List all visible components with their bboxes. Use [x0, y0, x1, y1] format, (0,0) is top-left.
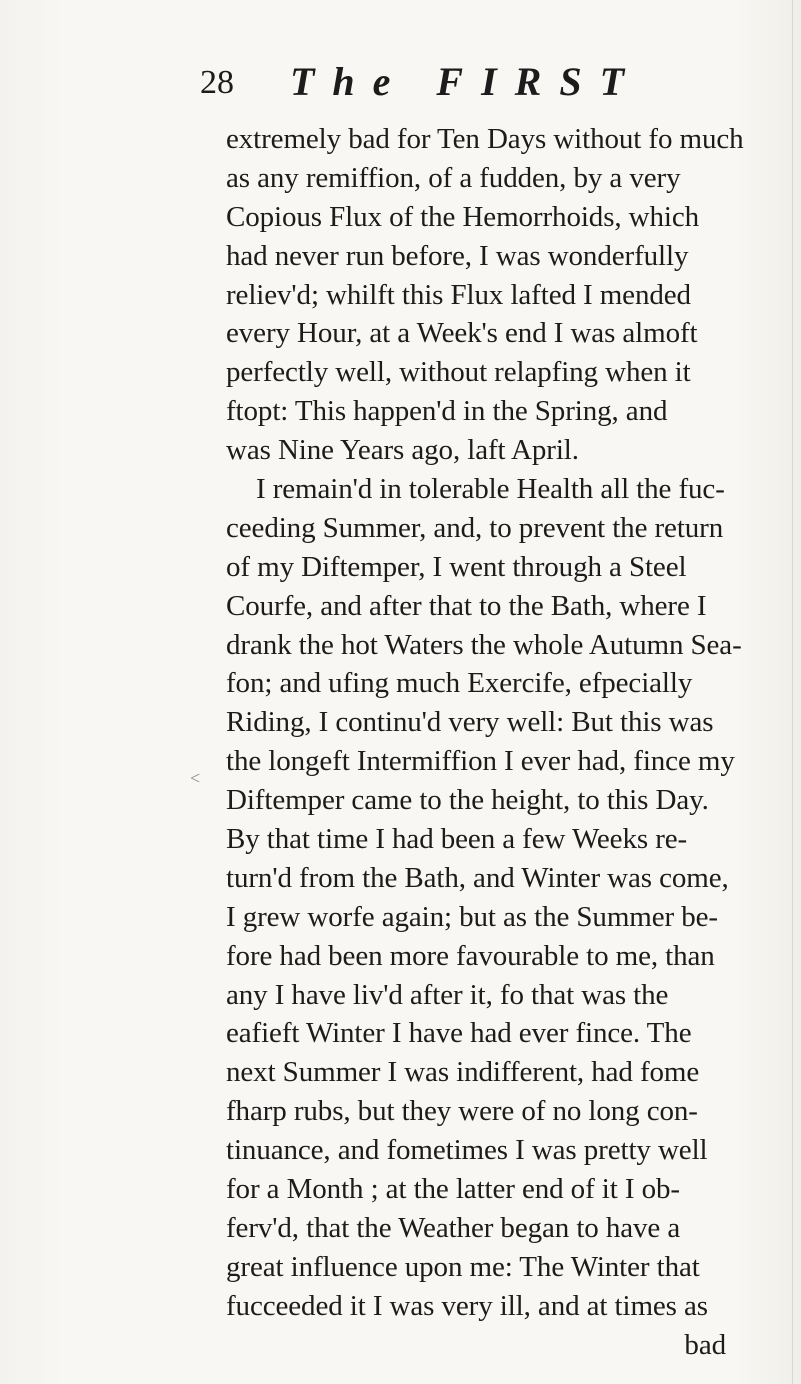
text-line: any I have liv'd after it, fo that was the	[226, 978, 669, 1011]
text-line: Diftemper came to the height, to this Day.	[226, 784, 709, 817]
text-line: was Nine Years ago, laft April.	[226, 434, 579, 467]
text-line: fon; and ufing much Exercife, efpecially	[226, 667, 693, 700]
text-line: perfectly well, without relapfing when it	[226, 356, 691, 389]
text-line: I remain'd in tolerable Health all the fuc-	[256, 473, 725, 506]
text-line: Copious Flux of the Hemorrhoids, which	[226, 200, 700, 233]
text-line: fharp rubs, but they were of no long con-	[226, 1095, 698, 1128]
text-line: fore had been more favourable to me, than	[226, 939, 715, 972]
text-line: extremely bad for Ten Days without fo much	[226, 123, 744, 155]
text-line: By that time I had been a few Weeks re-	[226, 823, 688, 856]
text-line: ceeding Summer, and, to prevent the return	[226, 511, 724, 544]
text-line: Riding, I continu'd very well: But this was	[226, 706, 714, 739]
page-edge	[792, 0, 793, 1384]
margin-mark: <	[190, 768, 201, 788]
text-line: of my Diftemper, I went through a Steel	[226, 550, 687, 583]
text-line: ftopt: This happen'd in the Spring, and	[226, 395, 668, 428]
text-line: Courfe, and after that to the Bath, where I	[226, 589, 707, 622]
text-line: fucceeded it I was very ill, and at times as	[226, 1289, 708, 1322]
text-line: had never run before, I was wonderfully	[226, 239, 689, 272]
catchword: bad	[684, 1328, 726, 1361]
running-title: The FIRST	[290, 59, 643, 104]
text-line: drank the hot Waters the whole Autumn Sea-	[226, 628, 742, 661]
text-line: tinuance, and fometimes I was pretty well	[226, 1134, 708, 1167]
text-line: next Summer I was indifferent, had fome	[226, 1056, 700, 1089]
text-line: I grew worfe again; but as the Summer be-	[226, 900, 718, 933]
page-header	[200, 58, 643, 108]
text-line: ferv'd, that the Weather began to have a	[226, 1211, 681, 1244]
body-text	[226, 120, 744, 1365]
text-line: for a Month ; at the latter end of it I ob-	[226, 1173, 680, 1206]
text-line: the longeft Intermiffion I ever had, fince my	[226, 745, 735, 778]
page-number: 28	[200, 64, 234, 101]
text-line: every Hour, at a Week's end I was almoft	[226, 317, 698, 350]
text-line: great influence upon me: The Winter that	[226, 1250, 700, 1283]
text-line: turn'd from the Bath, and Winter was come,	[226, 861, 729, 894]
text-line: eafieft Winter I have had ever fince. The	[226, 1017, 692, 1050]
text-line: reliev'd; whilft this Flux lafted I mended	[226, 278, 691, 311]
text-line: as any remiffion, of a fudden, by a very	[226, 161, 681, 194]
